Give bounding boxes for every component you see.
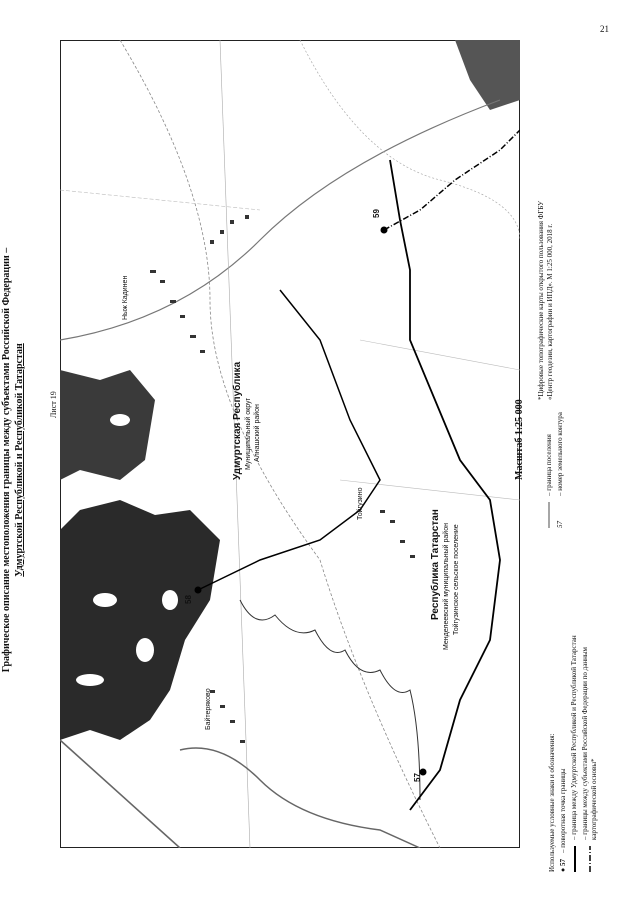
legend-label-settlement: – граница поселения: [545, 434, 553, 496]
label-district-udmurt-1: Муниципальный округ: [245, 397, 252, 470]
document-header: [0, 60, 40, 860]
title-line-2: Удмуртской Республикой и Республикой Татарстан: [14, 343, 25, 577]
forest-area-northwest: [60, 370, 155, 480]
sheet-label: Лист 19: [49, 391, 58, 418]
page-number: 21: [600, 24, 609, 34]
village-north-cluster: [150, 215, 249, 353]
forest-area-north: [60, 500, 220, 740]
source-footnote: *Цифровые топографические карты открытого пользования ФГБУ «Центр геодезии, картографии и ИПД». М 1:25 000, 2018 г.: [537, 200, 554, 400]
village-south-cluster: [210, 510, 415, 743]
label-village-3: Байтеряково: [205, 688, 212, 730]
legend-symbol-contour: 57: [556, 521, 564, 528]
forest-area-east: [455, 40, 520, 110]
boundary-point-59: [381, 227, 388, 234]
label-settlement-tatar: Тойгузинское сельское поселение: [453, 524, 460, 635]
legend-symbol-point: ● 57: [559, 859, 567, 872]
point-label-57: 57: [413, 773, 422, 782]
boundary-line-segment-2: [198, 290, 380, 590]
legend-item-subject-boundary: [581, 592, 599, 872]
label-district-udmurt-2: Алнашский район: [254, 404, 261, 462]
legend-symbol-boundary-line: [571, 846, 579, 872]
legend-item-contour: [556, 328, 565, 528]
legend-title: Используемые условные знаки и обозначения:: [548, 733, 556, 872]
map-scale: Масштаб 1:25 000: [514, 399, 525, 480]
label-village-2: Тойгузино: [357, 487, 364, 520]
boundary-line-segment-3: [384, 130, 520, 230]
label-village-1: Ныж Кадинен: [122, 275, 129, 320]
legend-label-point: – поворотная точка границы: [559, 768, 567, 854]
legend-symbol-thin-line: [545, 502, 556, 528]
boundary-point-58: [195, 587, 202, 594]
label-region-udmurt: Удмуртская Республика: [232, 361, 243, 480]
legend-label-contour: – номер земельного контура: [556, 412, 564, 496]
point-label-59: 59: [372, 209, 381, 218]
boundary-line: [390, 160, 500, 810]
legend-item-point: [559, 592, 568, 872]
river: [240, 600, 420, 800]
label-district-tatar: Менделеевский муниципальный район: [443, 523, 450, 650]
legend-label-boundary: – граница между Удмуртской Республикой и Республикой Татарстан: [570, 635, 578, 840]
legend-item-boundary: [570, 592, 579, 872]
boundary-map: [60, 40, 520, 848]
point-label-58: 58: [184, 595, 193, 604]
title-line-1: Графическое описание местоположения границы между субъектами Российской Федерации –: [1, 247, 12, 673]
label-region-tatar: Республика Татарстан: [430, 509, 441, 620]
legend-label-subject-boundary: – границы между субъектами Российской Федерации по данным картографической основы*: [581, 647, 598, 840]
map-legend: [548, 592, 599, 872]
legend-symbol-dashdot-line: [586, 846, 594, 872]
